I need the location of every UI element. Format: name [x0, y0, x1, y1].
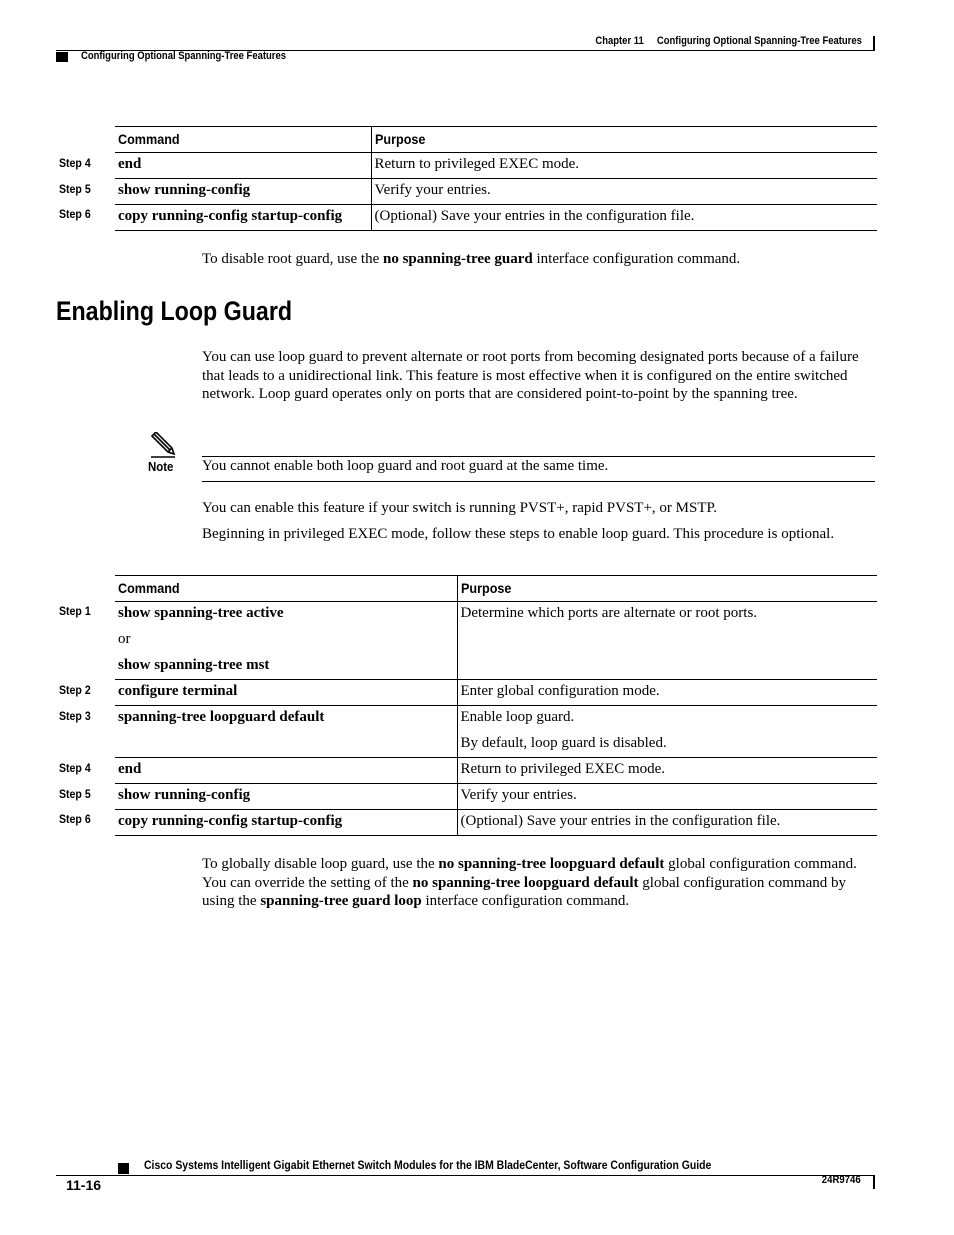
column-header-command: Command [115, 127, 371, 153]
command-text: show spanning-tree active [118, 605, 284, 621]
table-row [115, 680, 877, 706]
purpose-cell [457, 784, 877, 810]
table-row [115, 810, 877, 836]
column-header-command: Command [115, 576, 457, 602]
note-label: Note [148, 459, 174, 474]
footer-vertical-bar [873, 1175, 875, 1189]
document-number: 24R9746 [822, 1174, 861, 1186]
command-cell: show running-config [115, 179, 371, 205]
command-text: spanning-tree loopguard default [118, 709, 325, 725]
procedure-intro-paragraph: Beginning in privileged EXEC mode, follow these steps to enable loop guard. This procedure is optional. [202, 526, 835, 542]
running-header-chapter [596, 35, 862, 47]
section-heading: Enabling Loop Guard [56, 296, 293, 326]
chapter-number: Chapter 11 [595, 35, 644, 47]
command-text: end [118, 761, 142, 777]
command-text: configure terminal [118, 683, 238, 699]
step-label: Step 5 [59, 787, 91, 801]
step-label: Step 2 [59, 683, 91, 697]
column-header-purpose: Purpose [457, 576, 877, 602]
purpose-cell: Verify your entries. [371, 179, 877, 205]
command-text: show running-config [118, 787, 251, 803]
command-cell: copy running-config startup-config [115, 205, 371, 231]
note-text: You cannot enable both loop guard and root guard at the same time. [202, 458, 609, 474]
running-header-section: Configuring Optional Spanning-Tree Features [81, 50, 286, 62]
footer-square-marker [118, 1163, 129, 1174]
inline-command: no spanning-tree loopguard default [438, 856, 665, 872]
footer-book-title: Cisco Systems Intelligent Gigabit Ethernet Switch Modules for the IBM BladeCenter, Software Configuration Guide [144, 1158, 712, 1172]
command-cell [115, 784, 457, 810]
command-cell [115, 810, 457, 836]
command-table-loop-guard [115, 575, 877, 836]
note-top-rule [202, 456, 875, 457]
closing-paragraph: To globally disable loop guard, use the no spanning-tree loopguard default global configuration command. You can override the setting of the no spanning-tree loopguard default global configuration command by using the spanning-tree guard loop interface configuration command. [202, 856, 857, 910]
disable-root-guard-paragraph: To disable root guard, use the no spanning-tree guard interface configuration command. [202, 251, 741, 267]
step-label: Step 4 [59, 761, 91, 775]
step-label: Step 5 [59, 182, 91, 196]
note-bottom-rule [202, 481, 875, 482]
column-header-purpose: Purpose [371, 127, 877, 153]
table-row [115, 602, 877, 680]
command-text: copy running-config startup-config [118, 813, 343, 829]
purpose-text: Verify your entries. [460, 787, 577, 803]
step-label: Step 6 [59, 207, 91, 221]
table-row [115, 153, 877, 179]
table-row [115, 706, 877, 758]
purpose-text: Enable loop guard. [460, 709, 575, 725]
or-text: or [118, 631, 131, 647]
purpose-cell: Return to privileged EXEC mode. [371, 153, 877, 179]
inline-command: no spanning-tree loopguard default [412, 874, 639, 891]
command-cell: end [115, 153, 371, 179]
inline-command: no spanning-tree guard [383, 251, 533, 267]
step-label: Step 6 [59, 812, 91, 826]
purpose-cell [457, 706, 877, 758]
step-label: Step 4 [59, 156, 91, 170]
chapter-title: Configuring Optional Spanning-Tree Features [657, 35, 862, 47]
command-cell [115, 706, 457, 758]
purpose-text: (Optional) Save your entries in the configuration file. [460, 813, 781, 829]
step-label: Step 3 [59, 709, 91, 723]
command-text: show spanning-tree mst [118, 657, 270, 673]
command-cell [115, 758, 457, 784]
command-cell [115, 680, 457, 706]
step-label: Step 1 [59, 604, 91, 618]
intro-paragraph: You can use loop guard to prevent alternate or root ports from becoming designated ports because of a failure that leads to a unidirectional link. This feature is most effective when it is configured on the entire switched network. Loop guard operates only on ports that are considered point-to-point by the spanning tree. [202, 349, 859, 403]
table-row [115, 205, 877, 231]
purpose-cell [457, 758, 877, 784]
header-vertical-bar [873, 36, 875, 50]
page-number: 11-16 [60, 1176, 124, 1194]
header-square-marker [56, 52, 68, 62]
purpose-cell: (Optional) Save your entries in the configuration file. [371, 205, 877, 231]
table-row [115, 784, 877, 810]
inline-command: spanning-tree guard loop [260, 893, 422, 910]
table-row [115, 179, 877, 205]
enable-paragraph: You can enable this feature if your switch is running PVST+, rapid PVST+, or MSTP. [202, 500, 717, 516]
purpose-text: By default, loop guard is disabled. [460, 735, 667, 751]
table-row [115, 758, 877, 784]
purpose-text: Determine which ports are alternate or root ports. [460, 605, 758, 621]
purpose-cell [457, 680, 877, 706]
purpose-cell [457, 602, 877, 680]
purpose-text: Return to privileged EXEC mode. [460, 761, 666, 777]
command-table-root-guard [115, 126, 877, 231]
pencil-note-icon [149, 432, 177, 458]
command-cell [115, 602, 457, 680]
purpose-cell [457, 810, 877, 836]
purpose-text: Enter global configuration mode. [460, 683, 660, 699]
footer-rule [56, 1175, 875, 1176]
